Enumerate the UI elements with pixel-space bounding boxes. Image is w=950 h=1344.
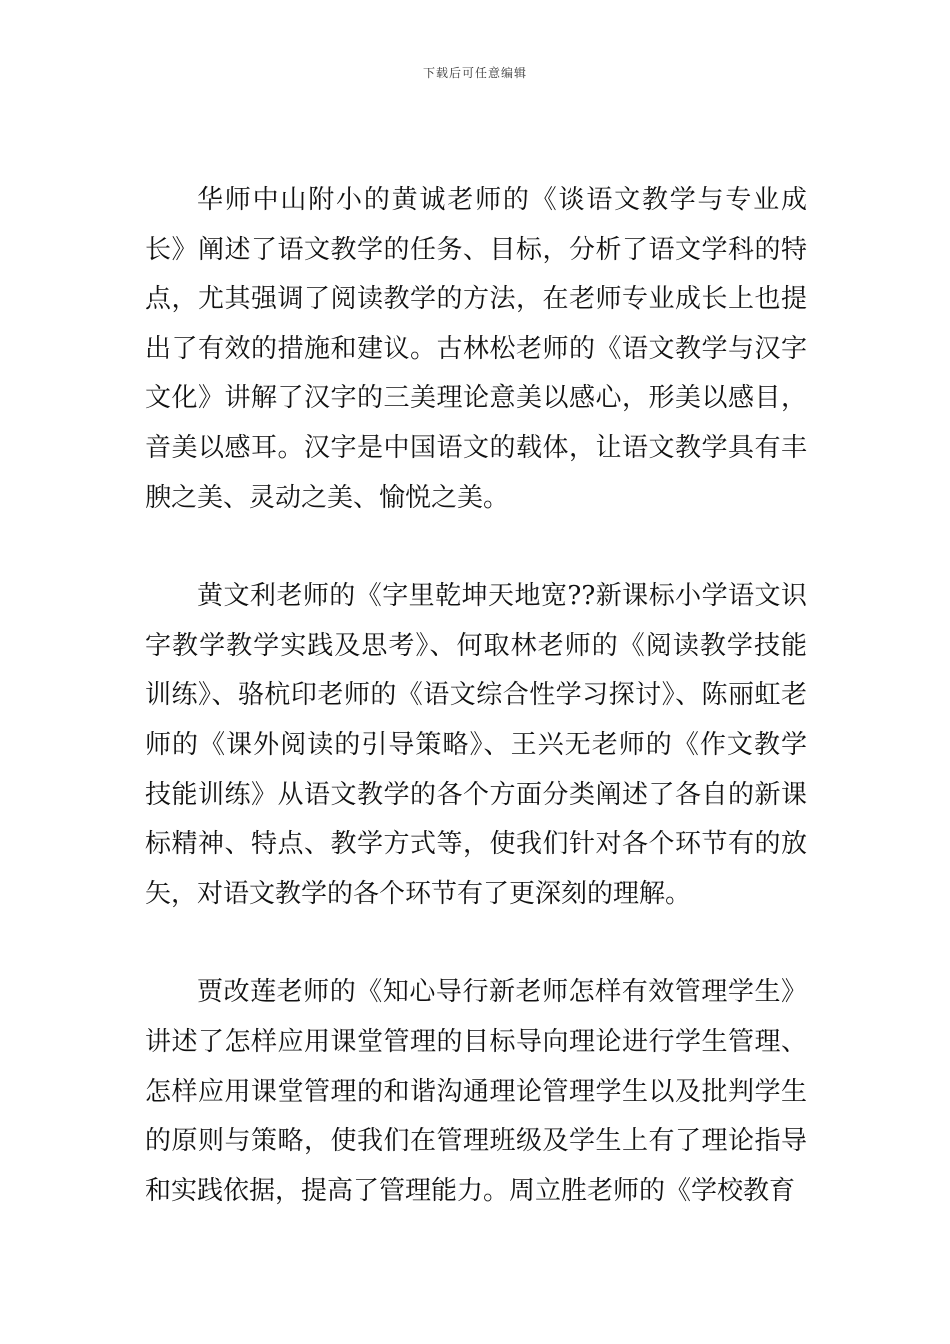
paragraph-2: 黄文利老师的《字里乾坤天地宽??新课标小学语文识字教学教学实践及思考》、何取林老师的《阅读教学技能训练》、骆杭印老师的《语文综合性学习探讨》、陈丽虹老师的《课外阅读的引导策略》、王兴无老师的《作文教学技能训练》从语文教学的各个方面分类阐述了各自的新课标精神、特点、教学方式等，使我们针对各个环节有的放矢，对语文教学的各个环节有了更深刻的理解。	[145, 581, 807, 909]
paragraph-1: 华师中山附小的黄诚老师的《谈语文教学与专业成长》阐述了语文教学的任务、目标，分析了语文学科的特点，尤其强调了阅读教学的方法，在老师专业成长上也提出了有效的措施和建议。古林松老师的《语文教学与汉字文化》讲解了汉字的三美理论意美以感心，形美以感目，音美以感耳。汉字是中国语文的载体，让语文教学具有丰腴之美、灵动之美、愉悦之美。	[145, 185, 807, 513]
document-body	[145, 176, 807, 1216]
paragraph-3: 贾改莲老师的《知心导行新老师怎样有效管理学生》讲述了怎样应用课堂管理的目标导向理论进行学生管理、怎样应用课堂管理的和谐沟通理论管理学生以及批判学生的原则与策略，使我们在管理班级及学生上有了理论指导和实践依据，提高了管理能力。周立胜老师的《学校教育	[145, 977, 807, 1206]
page-header: 下载后可任意编辑	[422, 66, 527, 80]
